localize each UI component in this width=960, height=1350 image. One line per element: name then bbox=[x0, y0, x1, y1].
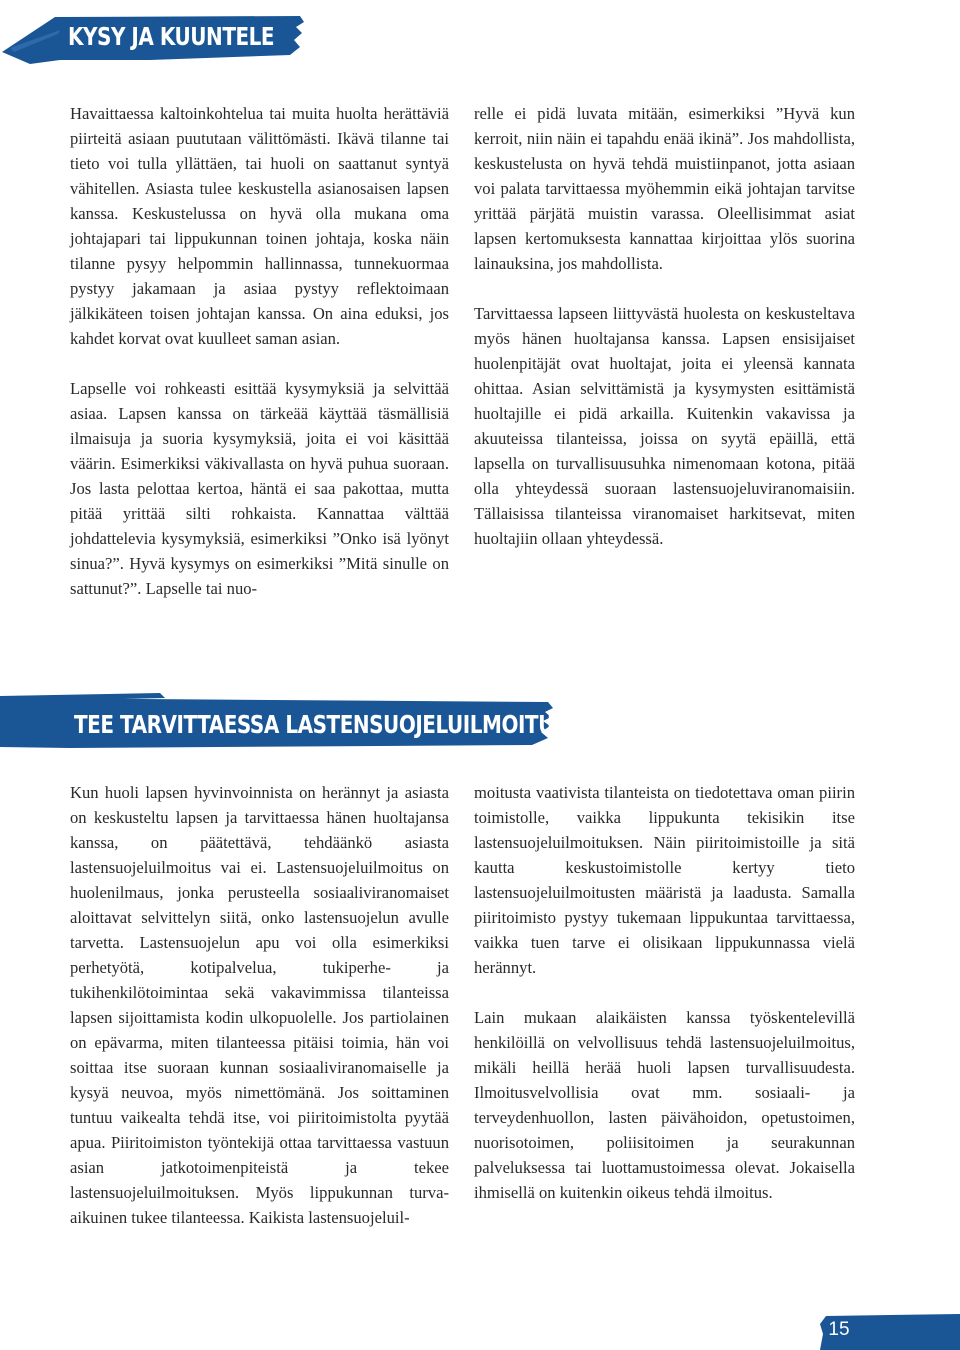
section-title: TEE TARVITTAESSA LASTENSUOJELUILMOITUS bbox=[74, 710, 568, 739]
section-banner-lastensuojeluilmoitus bbox=[0, 690, 568, 752]
section-title: KYSY JA KUUNTELE bbox=[68, 22, 275, 51]
paragraph: moitusta vaativista tilanteista on tiedotettava oman piirin toimistolle, vaikka lippukunta tekisikin itse lastensuojeluilmoituksen. Näin piiritoimistoille ja sitä kautta keskustoimistolle kertyy tieto lastensuojeluilmoitusten määristä ja laadusta. Samalla piiritoimisto pystyy tukemaan lippukuntaa tarvittaessa, vaikka tuen tarve ei olisikaan lippukunnassa vielä herännyt. bbox=[474, 783, 855, 977]
page-number: 15 bbox=[828, 1319, 850, 1340]
paragraph: Lain mukaan alaikäisten kanssa työskentelevillä henkilöillä on velvollisuus tehdä lastensuojeluilmoitus, mikäli heillä herää huoli lapsen turvallisuudesta. Ilmoitusvelvollisia ovat mm. sosiaali- ja terveydenhuollon, lasten päivähoidon, opetustoimen, nuorisotoimen, poliisitoimen ja seurakunnan palveluksessa tai luottamustoimessa olevat. Jokaisella ihmisellä on kuitenkin oikeus tehdä ilmoitus. bbox=[474, 1008, 855, 1202]
paragraph: Tarvittaessa lapseen liittyvästä huolesta on keskusteltava myös hänen huoltajansa kanssa. Lapsen ensisijaiset huolenpitäjät ovat huoltajat, joita ei yleensä kannata ohittaa. Asian selvittämistä ja kysymysten esittämistä huoltajille ei pidä arkailla. Kuitenkin vakavissa ja akuuteissa tilanteissa, joissa on syytä epäillä, että lapsella on turvallisuusuhka nimenomaan kotona, pitää olla yhteydessä suoraan lastensuojeluviranomaisiin. Tällaisissa tilanteissa viranomaiset harkitsevat, miten huoltajiin ollaan yhteydessä. bbox=[474, 304, 855, 548]
section2-left-column bbox=[70, 780, 449, 1230]
paragraph: Lapselle voi rohkeasti esittää kysymyksiä ja selvittää asiaa. Lapsen kanssa on tärkeää käyttää täsmällisiä ilmaisuja ja suoria kysymyksiä, joita ei voi käsittää väärin. Esimerkiksi väkivallasta on hyvä puhua suoraan. Jos lasta pelottaa kertoa, häntä ei saa pakottaa, mutta pitää yrittää silti rohkaista. Kannattaa välttää johdattelevia kysymyksiä, esimerkiksi ”Onko isä lyönyt sinua?”. Hyvä kysymys on esimerkiksi ”Mitä sinulle on sattunut?”. Lapselle tai nuo- bbox=[70, 379, 449, 598]
paragraph: Havaittaessa kaltoinkohtelua tai muita huolta herättäviä piirteitä asiaan puututaan välittömästi. Ikävä tilanne tai tieto voi tulla yllättäen, tai huoli on saattanut syntyä vähitellen. Asiasta tulee keskustella asianosaisen lapsen kanssa. Keskustelussa on hyvä olla mukana oma johtajapari tai lippukunnan toinen johtaja, koska näin tilanne pysyy helpommin hallinnassa, tunnekuormaa pystyy jakamaan ja asiaa pystyy reflektoimaan jälkikäteen toisen johtajan kanssa. On aina eduksi, jos kahdet korvat ovat kuulleet saman asian. bbox=[70, 104, 449, 348]
section2-right-column bbox=[474, 780, 855, 1205]
section-banner-kysy bbox=[0, 0, 310, 70]
section1-right-column bbox=[474, 101, 855, 551]
paragraph: relle ei pidä luvata mitään, esimerkiksi ”Hyvä kun kerroit, niin näin ei tapahdu enää ikinä”. Jos mahdollista, keskustelusta on hyvä tehdä muistiinpanot, jotta asiaan voi palata tarvittaessa myöhemmin eikä johtajan tarvitse yrittää pärjätä muistin varassa. Oleellisimmat asiat lapsen kertomuksesta kannattaa kirjoittaa ylös suorina lainauksina, jos mahdollista. bbox=[474, 104, 855, 273]
paragraph: Kun huoli lapsen hyvinvoinnista on herännyt ja asiasta on keskusteltu lapsen ja tarvittaessa hänen huoltajansa kanssa, on päätettävä, tehdäänkö asiasta lastensuojeluilmoitus vai ei. Lastensuojeluilmoitus on huolenilmaus, jonka perusteella sosiaaliviranomaiset aloittavat selvittelyn siitä, onko lastensuojelun avulle tarvetta. Lastensuojelun apu voi olla esimerkiksi perhetyötä, kotipalvelua, tukiperhe- ja tukihenkilötoimintaa sekä vakavimmissa tilanteissa lapsen sijoittamista kodin ulkopuolelle. Jos partiolainen on epävarma, miten tilanteessa pitäisi toimia, hän voi soittaa itse suoraan kunnan sosiaaliviranomaiselle ja kysyä neuvoa, myös nimettömänä. Jos soittaminen tuntuu vaikealta tehdä itse, voi piiritoimistolta pyytää apua. Piiritoimiston työntekijä ottaa tarvittaessa vastuun asian jatkotoimenpiteistä ja tekee lastensuojeluilmoituksen. Myös lippukunnan turva-aikuinen tukee tilanteessa. Kaikista lastensuojeluil- bbox=[70, 783, 449, 1227]
section1-left-column bbox=[70, 101, 449, 601]
